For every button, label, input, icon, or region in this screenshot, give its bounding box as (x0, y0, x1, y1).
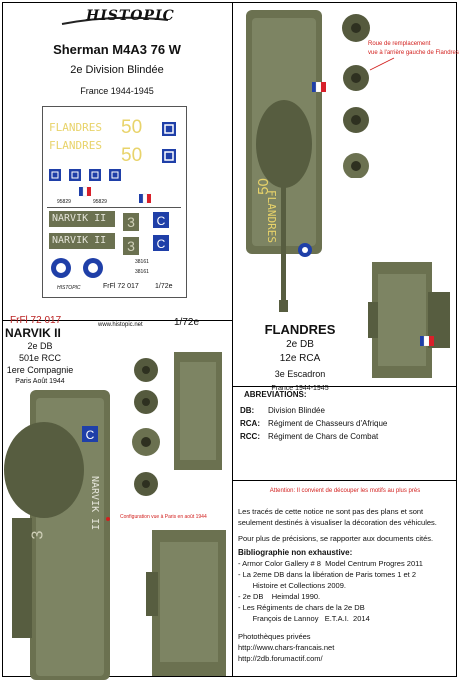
cutting-warning: Attention: Il convient de découper les motifs au plus près (269, 488, 421, 494)
narvik-wheels-icon (124, 354, 168, 554)
decal-flandres-1: FLANDRES (49, 121, 102, 134)
bib-item-6: François de Lannoy E.T.A.I. 2014 (238, 614, 370, 623)
flandres-title: FLANDRES (264, 322, 336, 337)
brand-logo (60, 8, 175, 32)
narvik-hull-number: 3 (29, 530, 47, 540)
sheet-ref: FrFl 72 017 (103, 283, 139, 290)
annotation-arrow-icon (366, 56, 396, 76)
narvik-c-insignia-icon (82, 426, 98, 442)
narvik-side-view (168, 350, 228, 472)
roundel-icon (298, 243, 312, 257)
rear-tricolor-flag-icon (420, 336, 434, 346)
decal-narvik-plate-1 (49, 211, 115, 227)
narvik-annotation: Configuration vue à Paris en août 1944 (120, 514, 207, 520)
abbrev-rcc-text: Régiment de Chars de Combat (268, 432, 379, 441)
narvik-title: NARVIK II (5, 326, 61, 340)
decal-number-50-b: 50 (121, 145, 143, 166)
period-label: France 1944-1945 (80, 86, 154, 96)
tricolor-flag-icon (312, 82, 326, 92)
bibliography-heading: Bibliographie non exhaustive: (238, 548, 353, 557)
division-subtitle: 2e Division Blindée (70, 64, 164, 76)
flandres-regiment: 12e RCA (279, 353, 321, 364)
decal-number-50-a: 50 (121, 117, 143, 138)
sheet-scale: 1/72e (155, 283, 173, 290)
divider-vertical-bottom (232, 320, 233, 677)
svg-text:C: C (156, 214, 166, 228)
abbrev-rca-key: RCA: (240, 419, 260, 428)
website-link[interactable]: www.histopic.net (98, 322, 143, 328)
page-title: Sherman M4A3 76 W (53, 42, 181, 57)
decal-small-code-1: 95829 (57, 199, 71, 205)
abbrev-db-text: Division Blindée (268, 406, 325, 415)
narvik-dates: Paris Août 1944 (15, 378, 65, 385)
decal-narvik-1: NARVIK II (52, 213, 107, 224)
notice-paragraph-1: Les tracés de cette notice ne sont pas des plans et sont seulement destinés à visualiser la décoration des véhicules. (238, 507, 437, 527)
decal-narvik-2: NARVIK II (52, 235, 107, 246)
logo-text: HISTOPIC (86, 8, 175, 24)
division-insignia-icons (161, 121, 181, 169)
svg-text:C: C (85, 428, 95, 442)
notice-paragraph-2: Pour plus de précisions, se rapporter aux documents cités. (238, 534, 434, 543)
flandres-hull-number: 50 (254, 178, 272, 195)
narvik-rear-view (146, 528, 232, 678)
svg-text:C: C (156, 237, 166, 251)
c-insignia-icons (151, 211, 177, 253)
decal-narvik-plate-2 (49, 233, 115, 249)
sheet-brand: HISTOPIC (57, 285, 81, 291)
flandres-hull-name: FLANDRES (265, 190, 278, 243)
divider-vertical-top (232, 2, 233, 320)
decal-small-code-3: 38161 (135, 259, 149, 265)
bib-item-1: - Armor Color Gallery # 8 Model Centrum Progres 2011 (238, 559, 423, 568)
link-2db-forum[interactable]: http://2db.forumactif.com/ (238, 654, 323, 663)
annotation-dot-icon (104, 515, 112, 523)
narvik-regiment: 501e RCC (18, 353, 62, 363)
narvik-unit: 2e DB (27, 341, 53, 351)
narvik-hull-name: NARVIK II (89, 476, 100, 531)
map-roundel-icons (51, 257, 121, 279)
decal-sheet (42, 106, 187, 298)
abbrev-rcc-key: RCC: (240, 432, 260, 441)
flandres-tank-top-view (234, 4, 334, 314)
decal-small-code-4: 38161 (135, 269, 149, 275)
narvik-company: 1ere Compagnie (6, 365, 74, 375)
bib-item-3: Histoire et Collections 2009. (238, 581, 346, 590)
decal-number-3-a: 3 (127, 214, 135, 230)
scale-label: 1/72e (174, 317, 200, 328)
flandres-rear-view (368, 262, 454, 380)
flandres-squadron: 3e Escadron (274, 369, 326, 379)
phototheques-heading: Photothèques privées (238, 632, 311, 641)
divider-abbrev-bottom (232, 480, 457, 481)
abbreviations-heading: ABREVIATIONS: (244, 390, 307, 399)
decal-small-code-2: 95829 (93, 199, 107, 205)
link-chars-francais[interactable]: http://www.chars-francais.net (238, 643, 335, 652)
bib-item-2: - La 2eme DB dans la libération de Paris tomes 1 et 2 (238, 570, 417, 579)
reference-label: FrFl 72 017 (10, 315, 62, 326)
abbrev-db-key: DB: (240, 406, 255, 415)
flandres-annotation: Roue de remplacement vue à l'arrière gauche de Flandres (368, 41, 459, 56)
bib-item-4: - 2e DB Heimdal 1990. (238, 592, 321, 601)
abbrev-rca-text: Régiment de Chasseurs d'Afrique (268, 419, 388, 428)
spare-wheels-icon (336, 8, 376, 178)
decal-number-3-b: 3 (127, 238, 135, 254)
bib-item-5: - Les Régiments de chars de la 2e DB (238, 603, 365, 612)
decal-flandres-2: FLANDRES (49, 139, 102, 152)
flandres-dates: France 1944-1945 (271, 385, 329, 392)
flandres-unit: 2e DB (286, 339, 314, 350)
